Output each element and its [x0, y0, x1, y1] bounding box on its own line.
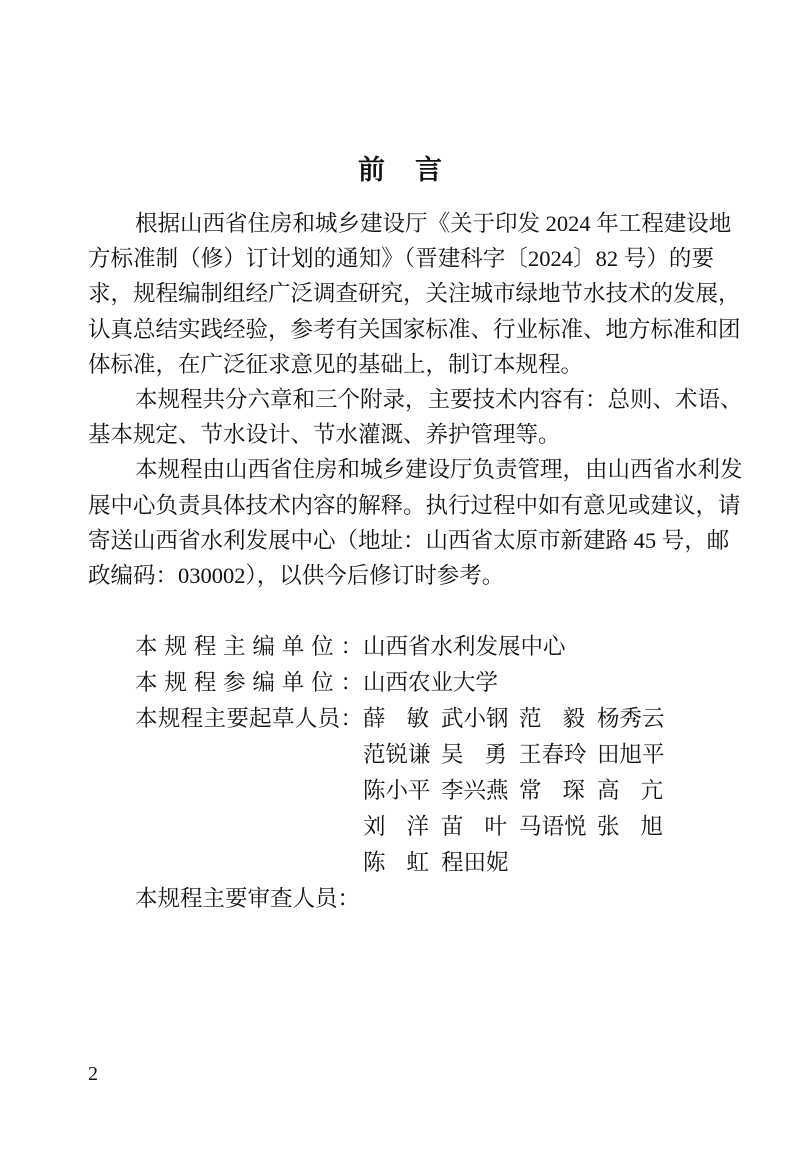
preface-body	[88, 206, 743, 593]
chief-unit: 山西省水利发展中心	[363, 634, 566, 659]
drafters-row	[135, 809, 675, 845]
paragraph-line: 本规程由山西省住房和城乡建设厅负责管理，由山西省水利发	[135, 457, 743, 483]
drafters-label	[135, 809, 363, 845]
drafter-name: 苗叶	[441, 814, 507, 839]
drafter-name: 程田妮	[441, 850, 509, 875]
paragraph-line: 根据山西省住房和城乡建设厅《关于印发 2024 年工程建设地	[135, 211, 732, 236]
paragraph-line: 寄送山西省水利发展中心（地址：山西省太原市新建路 45 号，邮	[88, 527, 730, 553]
drafter-name: 范毅	[519, 706, 585, 731]
paragraph-line: 本规程共分六章和三个附录，主要技术内容有：总则、术语、	[135, 386, 743, 412]
paragraph-line: 方标准制（修）订计划的通知》（晋建科字〔2024〕82 号）的要	[88, 246, 714, 272]
drafters-row	[135, 701, 675, 737]
participating-unit-label: 本规程参编单位：	[135, 670, 363, 695]
drafter-name: 范锐谦	[363, 742, 431, 767]
drafters-label	[135, 773, 363, 809]
drafter-name: 刘洋	[363, 814, 429, 839]
paragraph-line: 展中心负责具体技术内容的解释。执行过程中如有意见或建议，请	[88, 492, 741, 518]
drafters-label	[135, 737, 363, 773]
chief-unit-row	[135, 629, 675, 665]
drafter-name: 王春玲	[519, 742, 587, 767]
drafters-label	[135, 845, 363, 881]
drafter-name: 陈小平	[363, 778, 431, 803]
reviewers-row	[135, 881, 675, 917]
page-title: 前言	[358, 155, 472, 185]
drafter-name: 薛敏	[363, 706, 429, 731]
drafter-name: 杨秀云	[597, 706, 665, 731]
paragraph-line: 基本规定、节水设计、节水灌溉、养护管理等。	[88, 422, 561, 448]
drafters-row	[135, 737, 675, 773]
drafters-row	[135, 773, 675, 809]
reviewers-label: 本规程主要审查人员：	[135, 886, 361, 911]
participating-unit-row	[135, 665, 675, 701]
drafters-row	[135, 845, 675, 881]
paragraph-line: 认真总结实践经验，参考有关国家标准、行业标准、地方标准和团	[88, 316, 741, 342]
drafter-name: 李兴燕	[441, 778, 509, 803]
drafter-name: 吴勇	[441, 742, 507, 767]
staff-list	[135, 629, 675, 917]
drafters-block	[135, 701, 675, 881]
paragraph-line: 体标准，在广泛征求意见的基础上，制订本规程。	[88, 351, 584, 377]
participating-unit: 山西农业大学	[363, 670, 499, 695]
page-number: 2	[88, 1063, 98, 1085]
drafter-name: 陈虹	[363, 850, 429, 875]
paragraph-line: 求，规程编制组经广泛调查研究，关注城市绿地节水技术的发展，	[88, 281, 741, 307]
drafter-name: 张旭	[597, 814, 663, 839]
chief-unit-label: 本规程主编单位：	[135, 634, 363, 659]
paragraph-line: 政编码：030002），以供今后修订时参考。	[88, 562, 505, 588]
drafter-name: 武小钢	[441, 706, 509, 731]
drafter-name: 马语悦	[519, 814, 587, 839]
drafter-name: 高亢	[597, 778, 663, 803]
drafter-name: 常琛	[519, 778, 585, 803]
drafters-label: 本规程主要起草人员：	[135, 706, 363, 731]
drafter-name: 田旭平	[597, 742, 665, 767]
